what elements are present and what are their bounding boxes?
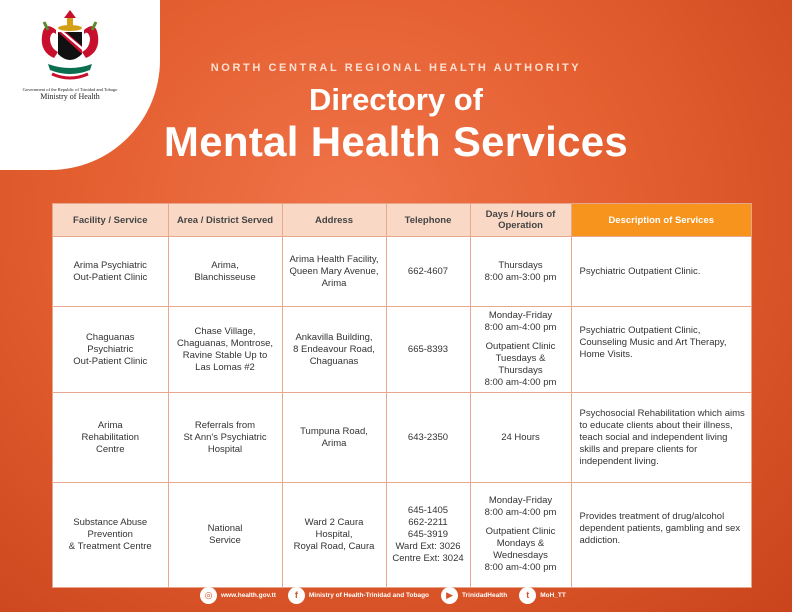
cell-description: Provides treatment of drug/alcohol dependent patients, gambling and sex addiction. [571,483,751,587]
cell-hours-line: Mondays & [496,538,545,550]
cell-hours-line: Thursdays [498,259,543,271]
cell-facility-line: Prevention [87,528,133,540]
cell-address [282,393,386,483]
header-area: Area / District Served [168,204,282,237]
cell-area [168,237,282,307]
header-telephone: Telephone [386,204,470,237]
cell-telephone-line: Centre Ext: 3024 [392,552,464,564]
table-header-row [53,204,751,237]
table-row [53,393,751,483]
cell-address-line: Tumpuna Road, [300,425,368,437]
cell-hours-line: Outpatient Clinic [485,526,556,538]
cell-facility-line: Centre [95,443,125,455]
header-address: Address [282,204,386,237]
facebook-icon: f [288,587,305,604]
table-row [53,483,751,587]
cell-hours-line: Monday-Friday [488,495,553,507]
services-table [52,203,752,588]
cell-facility-line: Arima Psychiatric [73,259,147,271]
cell-hours-line: 8:00 am-4:00 pm [484,322,557,333]
cell-facility-line: Arima [97,419,123,431]
cell-facility [53,307,168,393]
cell-address-line: Queen Mary Avenue, [289,265,379,277]
footer-link[interactable] [288,587,429,604]
cell-facility [53,237,168,307]
cell-hours [470,237,571,307]
cell-telephone [386,483,470,587]
coat-of-arms-icon [30,8,110,86]
cell-telephone [386,237,470,307]
cell-facility-line: Substance Abuse [73,516,148,528]
cell-area-line: National [207,522,243,534]
government-name: Government of the Republic of Trinidad and Tobago [22,87,118,92]
cell-area-line: Las Lomas #2 [195,361,255,373]
cell-hours-line: Outpatient Clinic [485,341,556,352]
footer-link-text: www.health.gov.tt [221,591,276,599]
cell-facility-line: Rehabilitation [81,431,140,443]
youtube-icon: ▶ [441,587,458,604]
cell-address-line: 8 Endeavour Road, [293,343,375,355]
footer-link[interactable] [519,587,566,604]
cell-hours [470,483,571,587]
cell-telephone-line: 662-2211 [408,516,448,528]
cell-area-line: Blanchisseuse [194,271,256,283]
twitter-icon: t [519,587,536,604]
cell-address-line: Hospital, [315,528,353,540]
cell-hours [470,307,571,393]
cell-facility-line: Out-Patient Clinic [73,271,148,283]
cell-telephone [386,393,470,483]
ministry-name: Ministry of Health [40,92,100,101]
header-facility: Facility / Service [53,204,168,237]
footer-link[interactable] [441,587,507,604]
cell-area-line: Ravine Stable Up to [182,349,268,361]
cell-facility-line: Chaguanas [85,331,135,343]
cell-telephone-line: 645-3919 [407,528,449,540]
page-title-line1: Directory of [309,82,483,117]
cell-facility [53,483,168,587]
cell-area-line: Chaguanas, Montrose, [176,337,274,349]
cell-telephone-line: 643-2350 [407,431,449,443]
header-hours [470,204,571,237]
cell-address [282,483,386,587]
footer-link-text: Ministry of Health-Trinidad and Tobago [308,591,430,599]
cell-telephone-line: 662-4607 [407,265,449,277]
cell-address-line: Arima [321,277,347,289]
cell-hours-line: Tuesdays & [495,353,546,364]
cell-telephone-line: 645-1405 [407,504,449,516]
cell-facility-line: Psychiatric [87,343,134,355]
cell-address-line: Arima [321,437,347,449]
cell-area-line: Chase Village, [194,325,256,337]
cell-area-line: Arima, [211,259,239,271]
cell-address-line: Chaguanas [309,355,359,367]
header-hours-text: Days / Hours of Operation [485,209,556,231]
cell-address-line: Arima Health Facility, [289,253,379,265]
cell-area-line: St Ann's Psychiatric [183,431,267,443]
footer-link[interactable] [200,587,276,604]
table-row [53,307,751,393]
cell-hours [470,393,571,483]
cell-hours-line: 24 Hours [501,431,540,443]
cell-area [168,393,282,483]
cell-hours-line: 8:00 am-4:00 pm [484,562,557,574]
cell-address-line: Ward 2 Caura [304,516,364,528]
cell-description: Psychosocial Rehabilitation which aims to educate clients about their illness, teach social and independent living skills and prepare clients for independent living. [571,393,751,483]
cell-hours-line: Monday-Friday [488,310,553,321]
cell-hours-line: 8:00 am-4:00 pm [484,507,557,519]
header-description: Description of Services [571,204,751,237]
cell-telephone-line: 665-8393 [407,343,449,355]
footer-link-text: TrinidadHealth [462,591,508,599]
authority-name: NORTH CENTRAL REGIONAL HEALTH AUTHORITY [210,62,582,74]
cell-address-line: Ankavilla Building, [295,331,373,343]
cell-area [168,483,282,587]
cell-address-line: Royal Road, Caura [293,540,375,552]
table-row [53,237,751,307]
cell-address [282,307,386,393]
cell-area-line: Referrals from [194,419,256,431]
cell-telephone-line: Ward Ext: 3026 [395,540,461,552]
cell-hours-line: Wednesdays [493,550,548,562]
cell-description: Psychiatric Outpatient Clinic. [571,237,751,307]
cell-telephone [386,307,470,393]
cell-hours-line: Thursdays [498,365,543,376]
cell-facility-line: & Treatment Centre [68,540,152,552]
cell-address [282,237,386,307]
cell-hours-line: 8:00 am-4:00 pm [484,377,557,388]
footer-link-text: MoH_TT [540,591,566,599]
cell-area [168,307,282,393]
cell-hours-line: 8:00 am-3:00 pm [484,271,557,283]
footer-links [200,584,572,606]
cell-facility-line: Out-Patient Clinic [73,355,148,367]
cell-area-line: Hospital [207,443,243,455]
globe-icon: ◎ [200,587,217,604]
page-title-line2: Mental Health Services [163,118,629,165]
cell-area-line: Service [209,534,241,546]
cell-description: Psychiatric Outpatient Clinic, Counseling Music and Art Therapy, Home Visits. [571,307,751,393]
cell-facility [53,393,168,483]
